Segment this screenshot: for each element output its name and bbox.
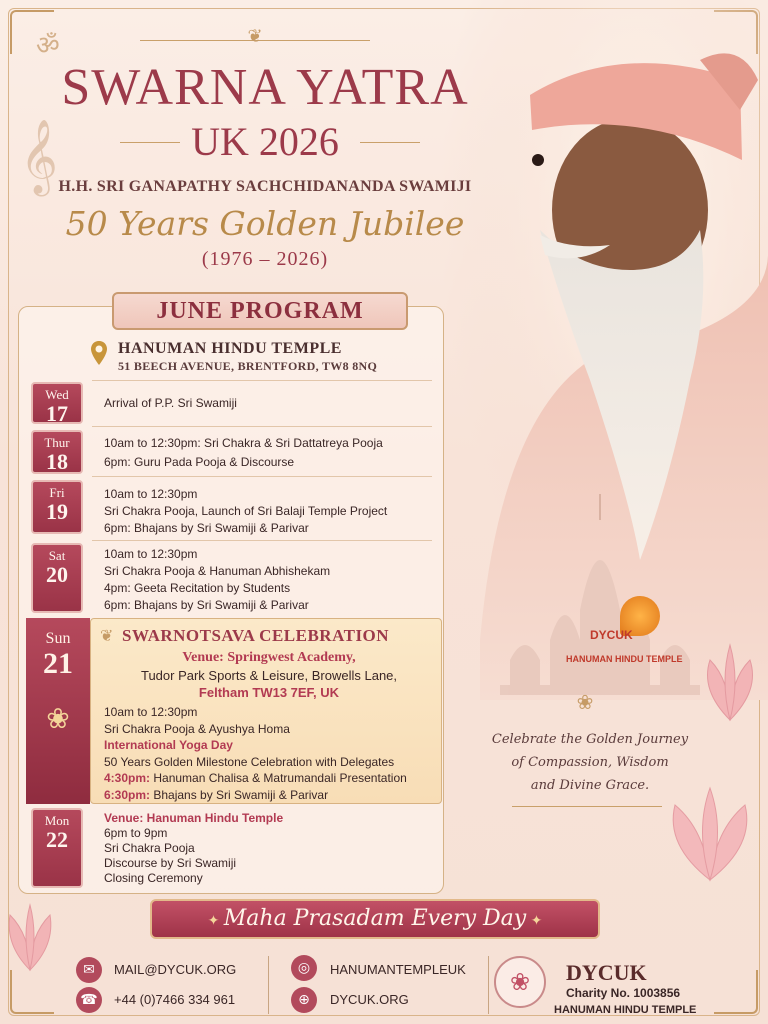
caption-line: and Divine Grace. xyxy=(530,778,650,793)
event-desc: Bhajans by Sri Swamiji & Parivar xyxy=(150,787,329,802)
celebration-heading: SWARNOTSAVA CELEBRATION xyxy=(122,626,390,645)
day-name: Fri xyxy=(49,485,65,500)
venue-address: 51 BEECH AVENUE, BRENTFORD, TW8 8NQ xyxy=(118,359,378,373)
event-line: 10am to 12:30pm: Sri Chakra & Sri Dattatreya Pooja xyxy=(104,436,383,450)
instagram-icon: ◎ xyxy=(291,955,317,981)
venue-name: HANUMAN HINDU TEMPLE xyxy=(118,340,342,357)
location-pin-icon xyxy=(90,340,108,366)
ornament-icon: ❦ xyxy=(100,626,114,645)
treble-clef-icon: 𝄞 xyxy=(20,120,58,194)
phone-icon: ☎ xyxy=(76,987,102,1013)
org-subtitle: HANUMAN HINDU TEMPLE xyxy=(554,1004,697,1016)
title-main: SWARNA YATRA xyxy=(61,59,469,116)
instagram-link[interactable]: HANUMANTEMPLEUK xyxy=(330,962,466,977)
event-line: Discourse by Sri Swamiji xyxy=(104,856,237,870)
day-date: 18 xyxy=(46,449,68,474)
sunday-venue: Venue: Springwest Academy, xyxy=(182,650,356,665)
day-date: 21 xyxy=(43,647,73,680)
event-line: Sri Chakra Pooja & Ayushya Homa xyxy=(104,721,290,736)
prasadam-text: Maha Prasadam Every Day xyxy=(223,906,527,931)
event-line: Arrival of P.P. Sri Swamiji xyxy=(104,396,237,410)
day-date: 20 xyxy=(46,562,68,587)
jubilee-years: (1976 – 2026) xyxy=(201,248,329,270)
prasadam-banner xyxy=(150,899,600,939)
event-line: 4pm: Geeta Recitation by Students xyxy=(104,581,291,595)
events-thur xyxy=(104,434,383,472)
day-name: Wed xyxy=(45,387,69,402)
divider xyxy=(92,426,432,427)
lotus-logo-icon: ❀ xyxy=(494,956,546,1008)
email-link[interactable]: MAIL@DYCUK.ORG xyxy=(114,962,237,977)
day-badge-mon xyxy=(31,808,83,888)
temple-logo-sub: HANUMAN HINDU TEMPLE xyxy=(566,654,683,664)
lotus-icon: ❀ xyxy=(46,704,70,735)
event-line: 50 Years Golden Milestone Celebration with Delegates xyxy=(104,754,395,769)
event-line: 10am to 12:30pm xyxy=(104,705,198,719)
event-line: 10am to 12:30pm xyxy=(104,547,198,561)
event-line: Closing Ceremony xyxy=(104,871,203,885)
events-sun xyxy=(104,704,407,803)
caption-line: Celebrate the Golden Journey xyxy=(491,732,689,747)
ornament-icon: ✦ xyxy=(526,913,543,929)
event-line: Sri Chakra Pooja & Hanuman Abhishekam xyxy=(104,564,331,578)
day-name: Mon xyxy=(44,813,70,828)
globe-icon: ⊕ xyxy=(291,987,317,1013)
mail-icon: ✉ xyxy=(76,957,102,983)
sunday-venue-line2: Tudor Park Sports & Leisure, Browells Lane, xyxy=(140,668,398,683)
day-date: 19 xyxy=(46,499,68,524)
day-name: Sun xyxy=(45,630,71,647)
day-badge-sat xyxy=(31,543,83,613)
lotus-ornament-icon: ❀ xyxy=(576,690,594,714)
program-banner: JUNE PROGRAM xyxy=(112,292,408,330)
ornament-icon: ❦ xyxy=(247,26,263,47)
event-line: 6pm to 9pm xyxy=(104,826,168,840)
ornament-icon: ✦ xyxy=(207,913,224,929)
day-date: 22 xyxy=(46,827,68,852)
website-link[interactable]: DYCUK.ORG xyxy=(330,992,409,1007)
event-line: 6pm: Bhajans by Sri Swamiji & Parivar xyxy=(104,598,309,612)
day-date: 17 xyxy=(46,401,68,426)
event-line: International Yoga Day xyxy=(104,738,233,752)
temple-logo-main: DYCUK xyxy=(590,628,633,642)
day-badge-sun xyxy=(26,618,90,804)
event-line xyxy=(104,787,407,804)
divider xyxy=(92,380,432,381)
day-name: Thur xyxy=(44,435,70,450)
title-year: UK 2026 xyxy=(191,119,339,164)
events-wed xyxy=(104,396,237,411)
temple-illustration xyxy=(490,490,710,700)
events-mon xyxy=(104,811,283,886)
event-line: 6pm: Bhajans by Sri Swamiji & Parivar xyxy=(104,521,309,535)
om-icon: ॐ xyxy=(36,31,60,61)
event-desc: Hanuman Chalisa & Matrumandali Presentation xyxy=(150,771,407,785)
event-line: 10am to 12:30pm xyxy=(104,487,198,501)
frame-corner xyxy=(714,970,758,1014)
event-line xyxy=(104,770,407,787)
org-name: DYCUK xyxy=(566,960,647,985)
lotus-flower-icon xyxy=(690,640,768,730)
event-line: Venue: Hanuman Hindu Temple xyxy=(104,811,284,825)
event-line: 6pm: Guru Pada Pooja & Discourse xyxy=(104,455,295,469)
phone-link[interactable]: +44 (0)7466 334 961 xyxy=(114,992,236,1007)
divider xyxy=(488,956,489,1014)
divider xyxy=(512,806,662,807)
event-line: Sri Chakra Pooja xyxy=(104,841,195,855)
day-badge-wed xyxy=(31,382,83,424)
events-sat xyxy=(104,546,330,614)
caption xyxy=(482,728,698,797)
event-time: 6:30pm: xyxy=(104,787,151,802)
divider xyxy=(92,476,432,477)
day-badge-thur xyxy=(31,430,83,474)
charity-number: Charity No. 1003856 xyxy=(566,986,681,1000)
divider xyxy=(268,956,269,1014)
events-fri xyxy=(104,486,387,537)
day-badge-fri xyxy=(31,480,83,534)
event-line: Sri Chakra Pooja, Launch of Sri Balaji Temple Project xyxy=(104,504,388,518)
sunday-venue-line3: Feltham TW13 7EF, UK xyxy=(198,685,340,700)
jubilee-title: 50 Years Golden Jubilee xyxy=(65,204,465,243)
swamiji-name: H.H. SRI GANAPATHY SACHCHIDANANDA SWAMIJI xyxy=(58,178,472,195)
day-name: Sat xyxy=(48,548,66,563)
divider xyxy=(92,540,432,541)
lotus-flower-icon xyxy=(0,900,60,980)
event-time: 4:30pm: xyxy=(104,771,151,785)
caption-line: of Compassion, Wisdom xyxy=(511,755,669,770)
